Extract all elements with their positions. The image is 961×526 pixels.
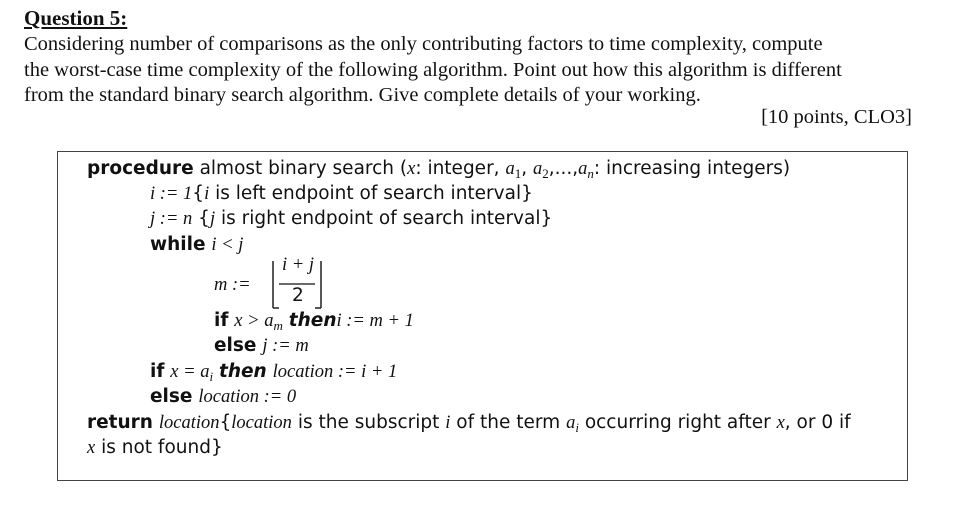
question-line-2: the worst-case time complexity of the following algorithm. Point out how this algorithm is different <box>24 58 842 81</box>
fraction-numerator: i + j <box>282 255 315 275</box>
i-assign: i := 1 <box>150 184 193 204</box>
return-comment-x: x <box>776 413 785 433</box>
return-comment-text-4: , or 0 if <box>784 412 851 433</box>
i-assign-line <box>150 182 533 206</box>
j-comment-open: { <box>192 208 210 229</box>
else-keyword-1: else <box>214 335 257 356</box>
while-keyword: while <box>150 234 206 255</box>
return-comment-text-2: of the term <box>450 412 567 433</box>
return-comment-var: location <box>231 413 292 433</box>
question-title: Question 5: <box>24 6 128 30</box>
if-condition-1-sub: m <box>273 318 283 333</box>
param-a1: a <box>505 159 515 179</box>
return-line-continued <box>87 436 223 460</box>
j-assign-line <box>150 207 552 231</box>
last-line-x: x <box>87 438 96 458</box>
return-comment-text-1: is the subscript <box>291 412 446 433</box>
then-keyword-2: then <box>219 361 267 382</box>
else-line-1 <box>214 334 309 358</box>
else-line-2 <box>150 385 296 409</box>
return-variable: location <box>158 413 220 433</box>
return-comment-a-sub: i <box>575 420 579 435</box>
return-comment-open: { <box>219 412 232 433</box>
param-a2: a <box>532 159 543 179</box>
if-keyword-1: if <box>214 310 229 331</box>
j-comment-var: j <box>209 209 216 229</box>
procedure-line: procedure almost binary search (x: integer, $a_1$, $a_2,...,a_n$: increasing integers) <box>87 158 791 181</box>
i-comment-var: i <box>204 184 210 204</box>
param-a2-sub: 2 <box>542 166 549 181</box>
param-dots: ,..., <box>548 158 579 179</box>
while-condition: i < j <box>211 235 244 255</box>
last-line-text: is not found} <box>95 437 223 458</box>
j-comment-text: is right endpoint of search interval} <box>215 208 553 229</box>
param-an-sub: n <box>587 166 594 181</box>
return-comment-a: a <box>566 413 576 433</box>
param-a-type: : increasing integers) <box>593 158 791 179</box>
param-x-type: : integer, <box>415 158 506 179</box>
return-comment-i: i <box>445 413 451 433</box>
else-keyword-2: else <box>150 386 193 407</box>
i-comment-text: is left endpoint of search interval} <box>209 183 533 204</box>
if-condition-2-sub: i <box>209 369 214 384</box>
points-label: [10 points, CLO3] <box>761 106 912 128</box>
return-keyword: return <box>87 412 153 433</box>
else-statement-1: j := m <box>262 336 309 356</box>
fraction-denominator: 2 <box>292 285 304 306</box>
m-assign: m := <box>214 275 251 295</box>
j-assign: j := n <box>150 209 193 229</box>
question-body <box>24 32 924 109</box>
param-an: a <box>578 159 588 179</box>
else-statement-2: location := 0 <box>198 387 297 407</box>
procedure-name: almost binary search ( <box>199 158 408 179</box>
return-comment-text-3: occurring right after <box>578 412 777 433</box>
if-keyword-2: if <box>150 361 165 382</box>
then-statement-1: i := m + 1 <box>336 311 414 331</box>
if-condition-1: x > a <box>234 311 274 331</box>
i-comment-open: { <box>192 183 205 204</box>
procedure-keyword: procedure <box>87 158 194 179</box>
param-a1-sub: 1 <box>514 166 522 181</box>
param-x: x <box>407 159 416 179</box>
then-statement-2: location := i + 1 <box>272 362 398 382</box>
while-line <box>150 233 243 257</box>
then-keyword-1: then <box>288 310 337 331</box>
question-line-1: Considering number of comparisons as the only contributing factors to time complexity, compute <box>24 33 823 55</box>
m-assign-line <box>214 273 251 297</box>
question-line-3: from the standard binary search algorithm. Give complete details of your working. <box>24 84 701 106</box>
if-condition-2: x = a <box>170 362 210 382</box>
